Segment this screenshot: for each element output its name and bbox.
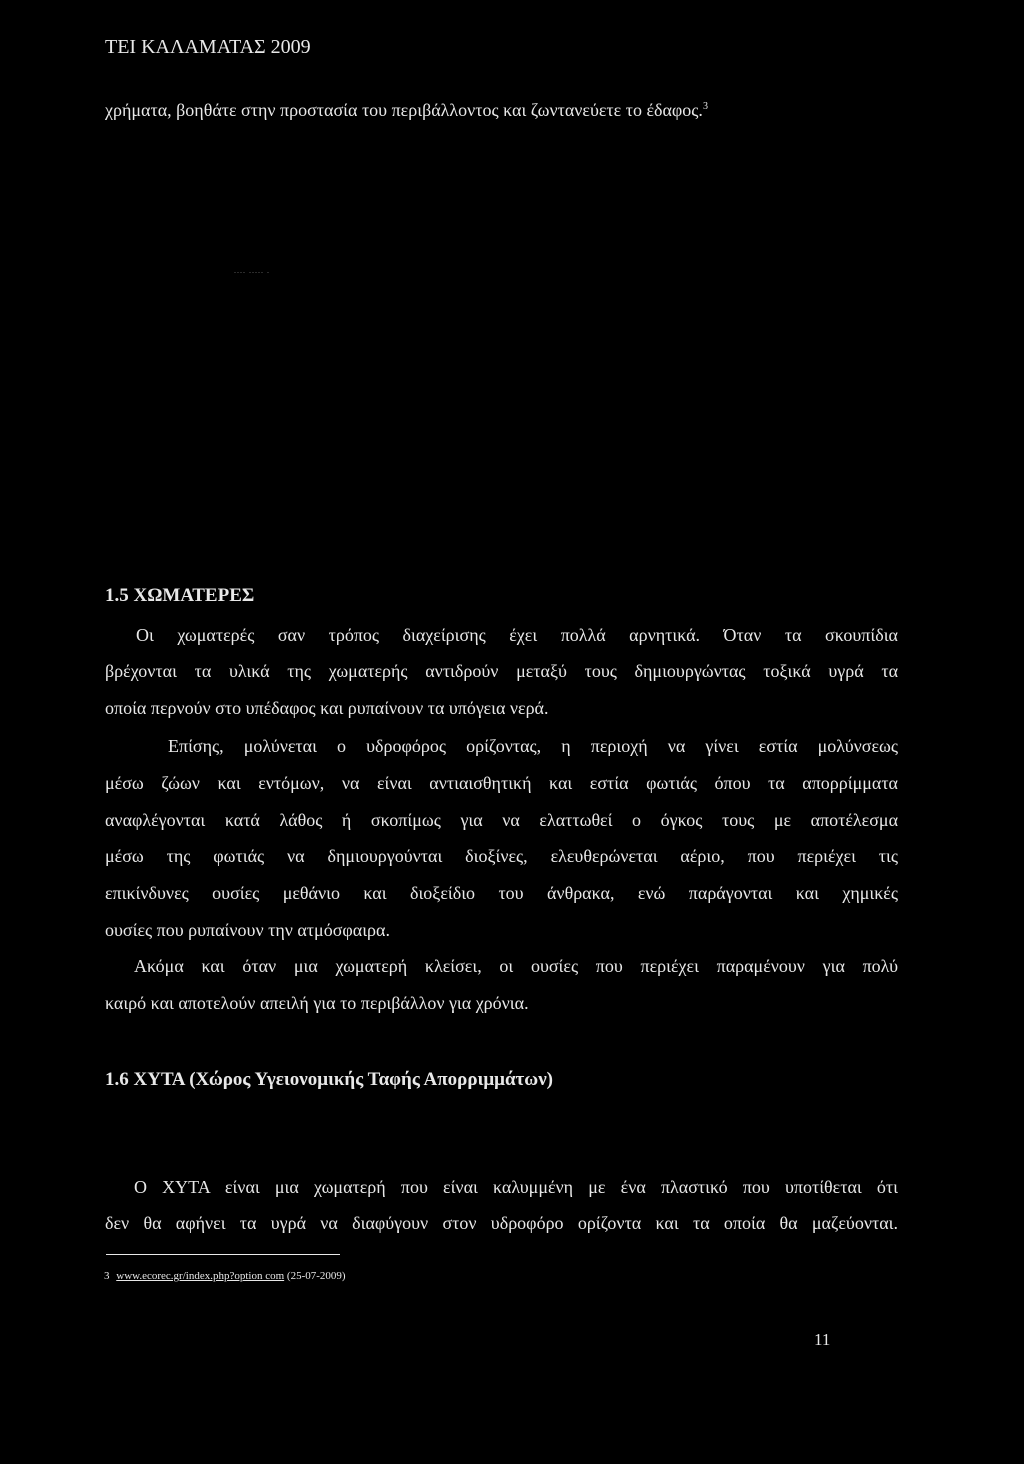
paragraph-line: δεν θα αφήνει τα υγρά να διαφύγουν στον υδροφόρο ορίζοντα και τα οποία θα μαζεύονται. xyxy=(105,1213,898,1233)
paragraph-line: ουσίες που ρυπαίνουν την ατμόσφαιρα. xyxy=(105,920,390,940)
running-header: ΤΕΙ ΚΑΛΑΜΑΤΑΣ 2009 xyxy=(105,36,311,58)
intro-line xyxy=(105,101,708,119)
paragraph-line: οποία περνούν στο υπέδαφος και ρυπαίνουν τα υπόγεια νερά. xyxy=(105,698,549,718)
footnote-number: 3 xyxy=(104,1270,110,1282)
paragraph-line: μέσω ζώων και εντόμων, να είναι αντιαισθητική και εστία φωτιάς όπου τα απορρίμματα xyxy=(105,773,898,793)
paragraph-line: Ακόμα και όταν μια χωματερή κλείσει, οι ουσίες που περιέχει παραμένουν για πολύ xyxy=(134,956,898,976)
paragraph-line: Ο ΧΥΤΑ είναι μια χωματερή που είναι καλυμμένη με ένα πλαστικό που υποτίθεται ότι xyxy=(134,1177,898,1197)
page-number: 11 xyxy=(814,1330,831,1349)
paragraph-line: Επίσης, μολύνεται ο υδροφόρος ορίζοντας, η περιοχή να γίνει εστία μολύνσεως xyxy=(168,736,898,756)
footnote-date: (25-07-2009) xyxy=(286,1270,346,1282)
section-heading-1-6: 1.6 ΧΥΤΑ (Χώρος Υγειονομικής Ταφής Απορριμμάτων) xyxy=(105,1069,554,1090)
footnote-url[interactable]: www.ecorec.gr/index.php?option com xyxy=(116,1270,285,1282)
footnote xyxy=(104,1270,346,1282)
intro-text: χρήματα, βοηθάτε στην προστασία του περιβάλλοντος και ζωντανεύετε το έδαφος. xyxy=(105,100,703,120)
paragraph-line: καιρό και αποτελούν απειλή για το περιβάλλον για χρόνια. xyxy=(105,993,529,1013)
scan-artifact: .... ..... . xyxy=(234,266,270,275)
paragraph-line: επικίνδυνες ουσίες μεθάνιο και διοξείδιο του άνθρακα, ενώ παράγονται και χημικές xyxy=(105,883,898,903)
paragraph-line: Οι χωματερές σαν τρόπος διαχείρισης έχει πολλά αρνητικά. Όταν τα σκουπίδια xyxy=(136,625,898,645)
paragraph-line: μέσω της φωτιάς να δημιουργούνται διοξίνες, ελευθερώνεται αέριο, που περιέχει τις xyxy=(105,846,898,866)
paragraph-line: αναφλέγονται κατά λάθος ή σκοπίμως για να ελαττωθεί ο όγκος τους με αποτέλεσμα xyxy=(105,810,898,830)
paragraph-line: βρέχονται τα υλικά της χωματερής αντιδρούν μεταξύ τους δημιουργώντας τοξικά υγρά τα xyxy=(105,661,898,681)
section-heading-1-5: 1.5 ΧΩΜΑΤΕΡΕΣ xyxy=(105,585,255,606)
footnote-reference: 3 xyxy=(702,101,708,112)
footnote-divider xyxy=(106,1254,340,1255)
